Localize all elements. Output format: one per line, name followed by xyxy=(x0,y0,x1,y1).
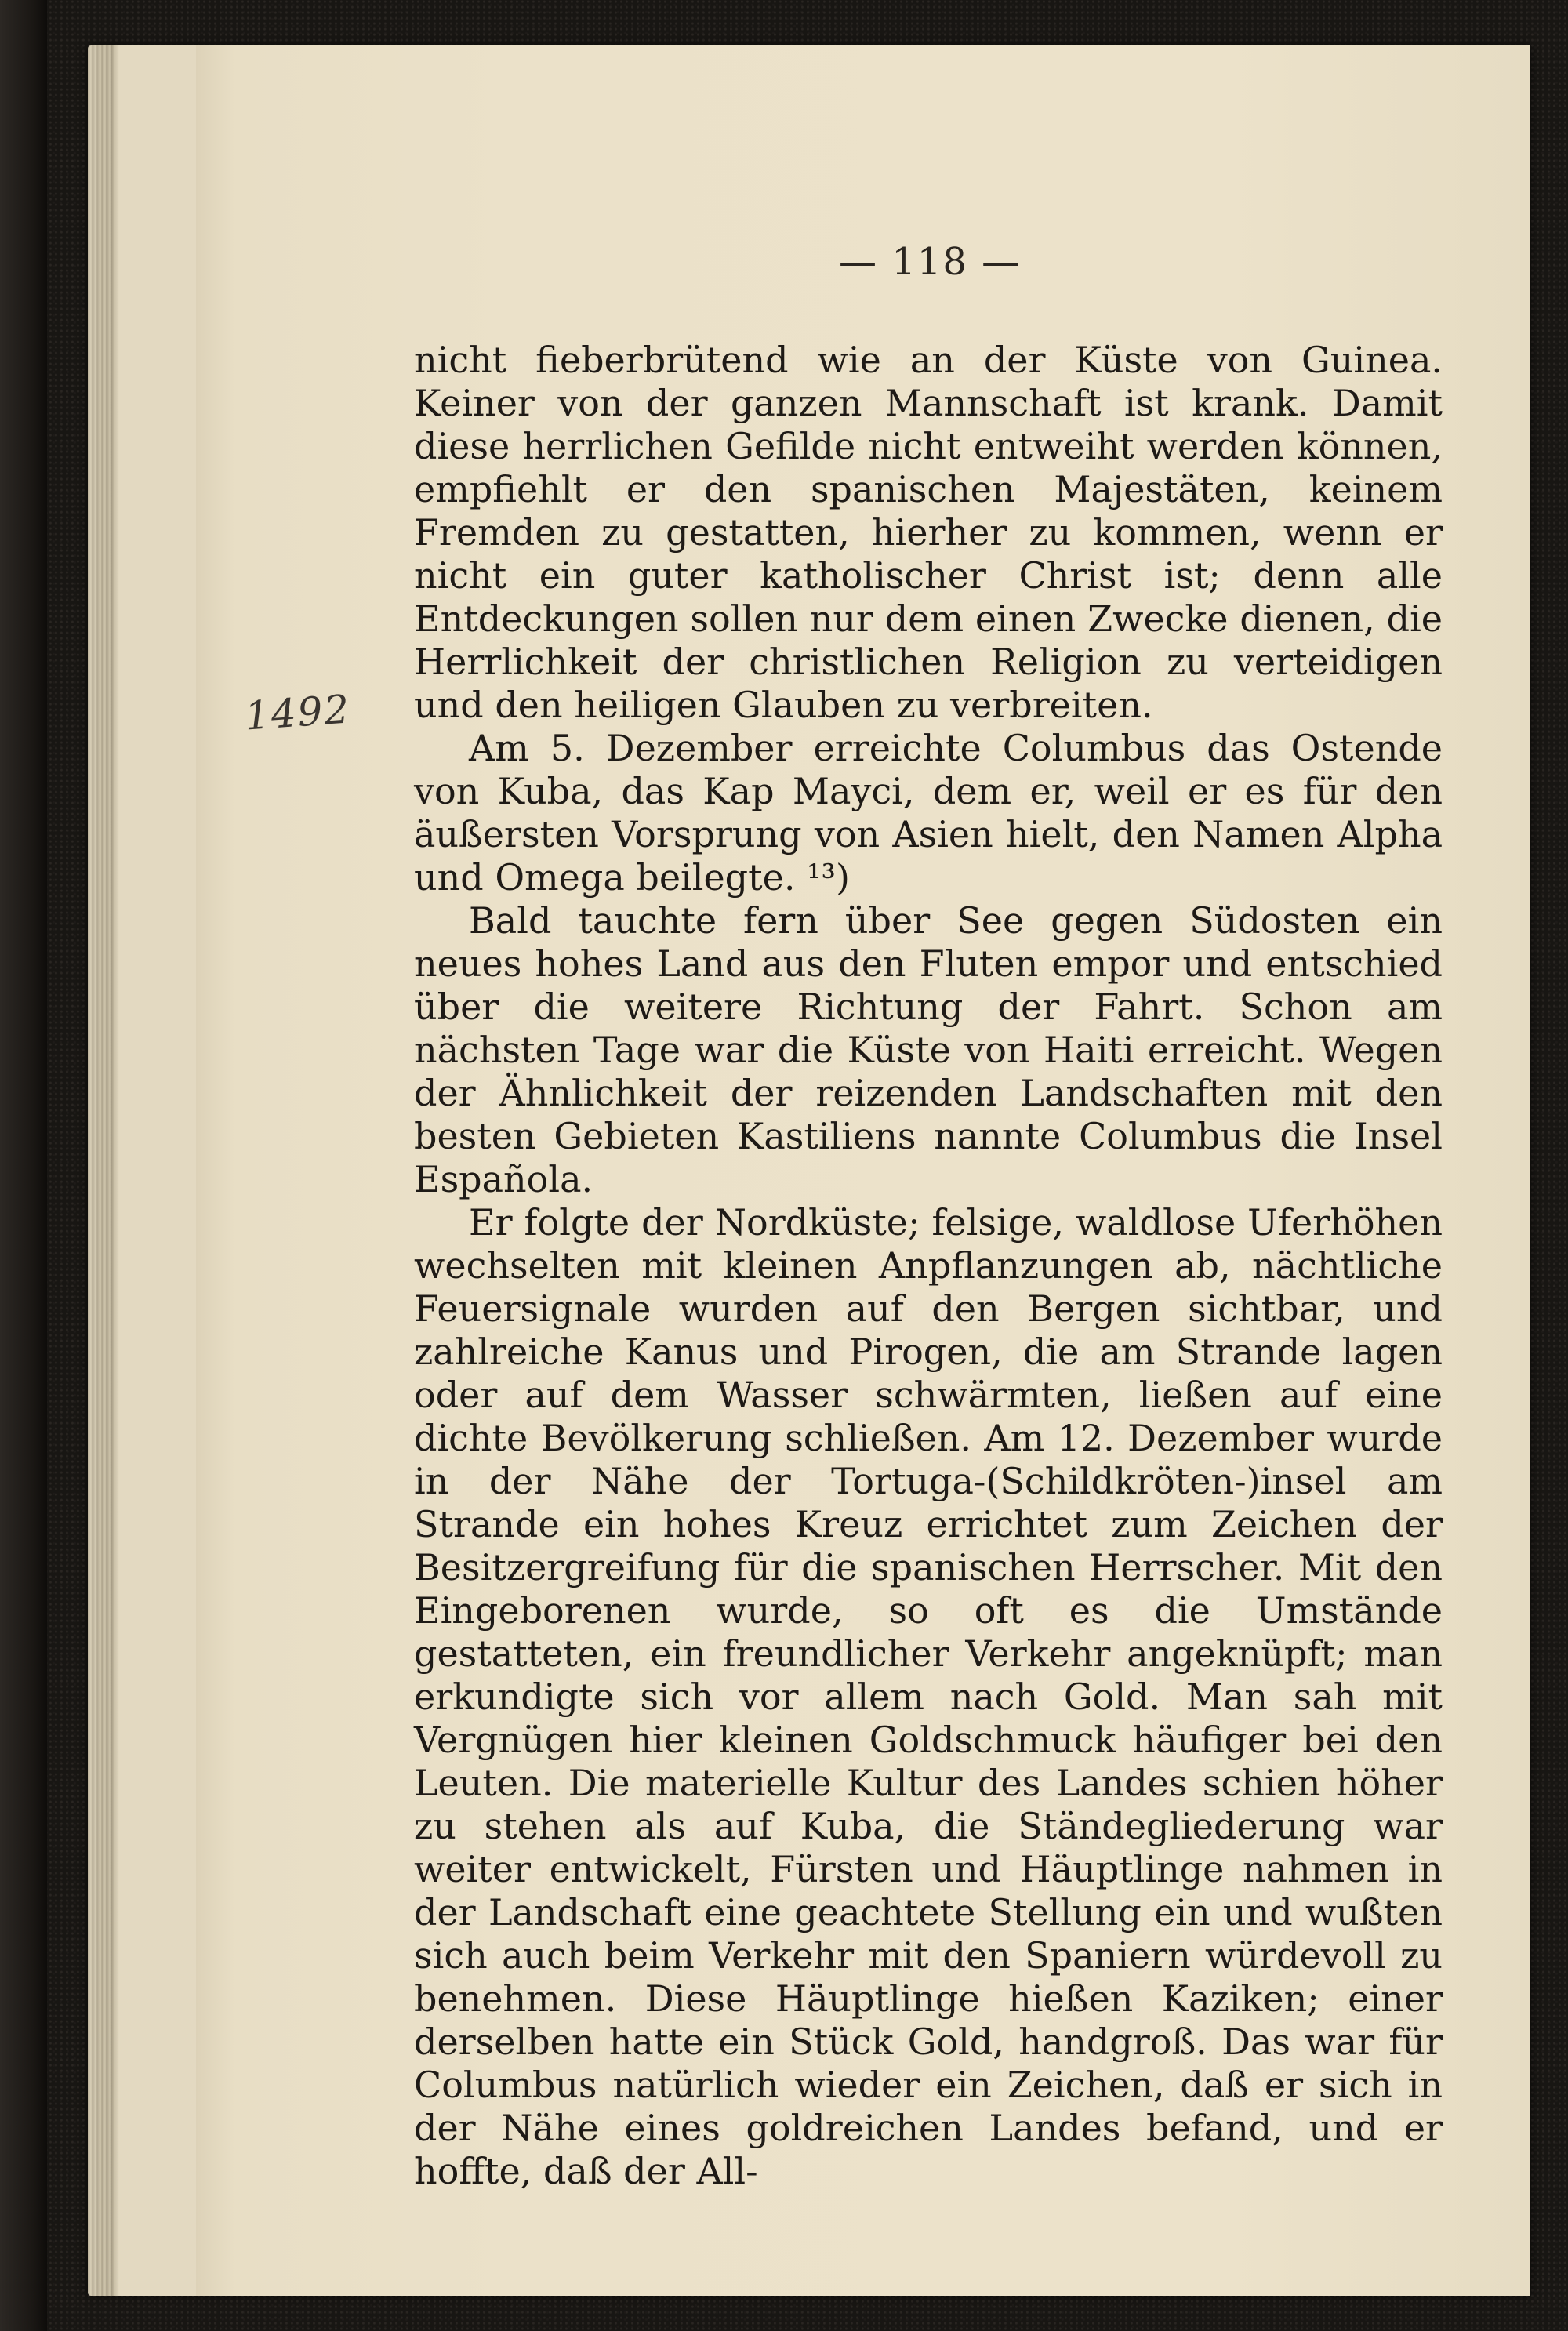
paragraph: Am 5. Dezember erreichte Columbus das Ostende von Kuba, das Kap Mayci, dem er, weil er es für den äußersten Vorsprung von Asien hielt, den Namen Alpha und Omega beilegte. ¹³) xyxy=(414,727,1443,899)
paragraph: nicht fieberbrütend wie an der Küste von Guinea. Keiner von der ganzen Mannschaft ist krank. Damit diese herrlichen Gefilde nicht entweiht werden können, empfiehlt er den spanischen Majestäten, keinem Fremden zu gestatten, hierher zu kommen, wenn er nicht ein guter katholischer Christ ist; denn alle Entdeckungen sollen nur dem einen Zwecke dienen, die Herrlichkeit der christlichen Religion zu verteidigen und den heiligen Glauben zu verbreiten. xyxy=(414,339,1443,726)
body-text xyxy=(414,339,1443,2193)
paragraph: Er folgte der Nordküste; felsige, waldlose Uferhöhen wechselten mit kleinen Anpflanzungen ab, nächtliche Feuersignale wurden auf den Bergen sichtbar, und zahlreiche Kanus und Pirogen, die am Strande lagen oder auf dem Wasser schwärmten, ließen auf eine dichte Bevölkerung schließen. Am 12. Dezember wurde in der Nähe der Tortuga-(Schildkröten-)insel am Strande ein hohes Kreuz errichtet zum Zeichen der Besitzergreifung für die spanischen Herrscher. Mit den Eingeborenen wurde, so oft es die Umstände gestatteten, ein freundlicher Verkehr angeknüpft; man erkundigte sich vor allem nach Gold. Man sah mit Vergnügen hier kleinen Goldschmuck häufiger bei den Leuten. Die materielle Kultur des Landes schien höher zu stehen als auf Kuba, die Ständegliederung war weiter entwickelt, Fürsten und Häuptlinge nahmen in der Landschaft eine geachtete Stellung ein und wußten sich auch beim Verkehr mit den Spaniern würdevoll zu benehmen. Diese Häuptlinge hießen Kaziken; einer derselben hatte ein Stück Gold, handgroß. Das war für Columbus natürlich wieder ein Zeichen, daß er sich in der Nähe eines goldreichen Landes befand, und er hoffte, daß der All- xyxy=(414,1201,1443,2192)
paragraph: Bald tauchte fern über See gegen Südosten ein neues hohes Land aus den Fluten empor und entschied über die weitere Richtung der Fahrt. Schon am nächsten Tage war die Küste von Haiti erreicht. Wegen der Ähnlichkeit der reizenden Landschaften mit den besten Gebieten Kastiliens nannte Columbus die Insel Española. xyxy=(414,899,1443,1200)
page-number: — 118 — xyxy=(839,240,1022,284)
cover-spine-edge xyxy=(0,0,47,2331)
margin-annotation: 1492 xyxy=(243,686,353,739)
